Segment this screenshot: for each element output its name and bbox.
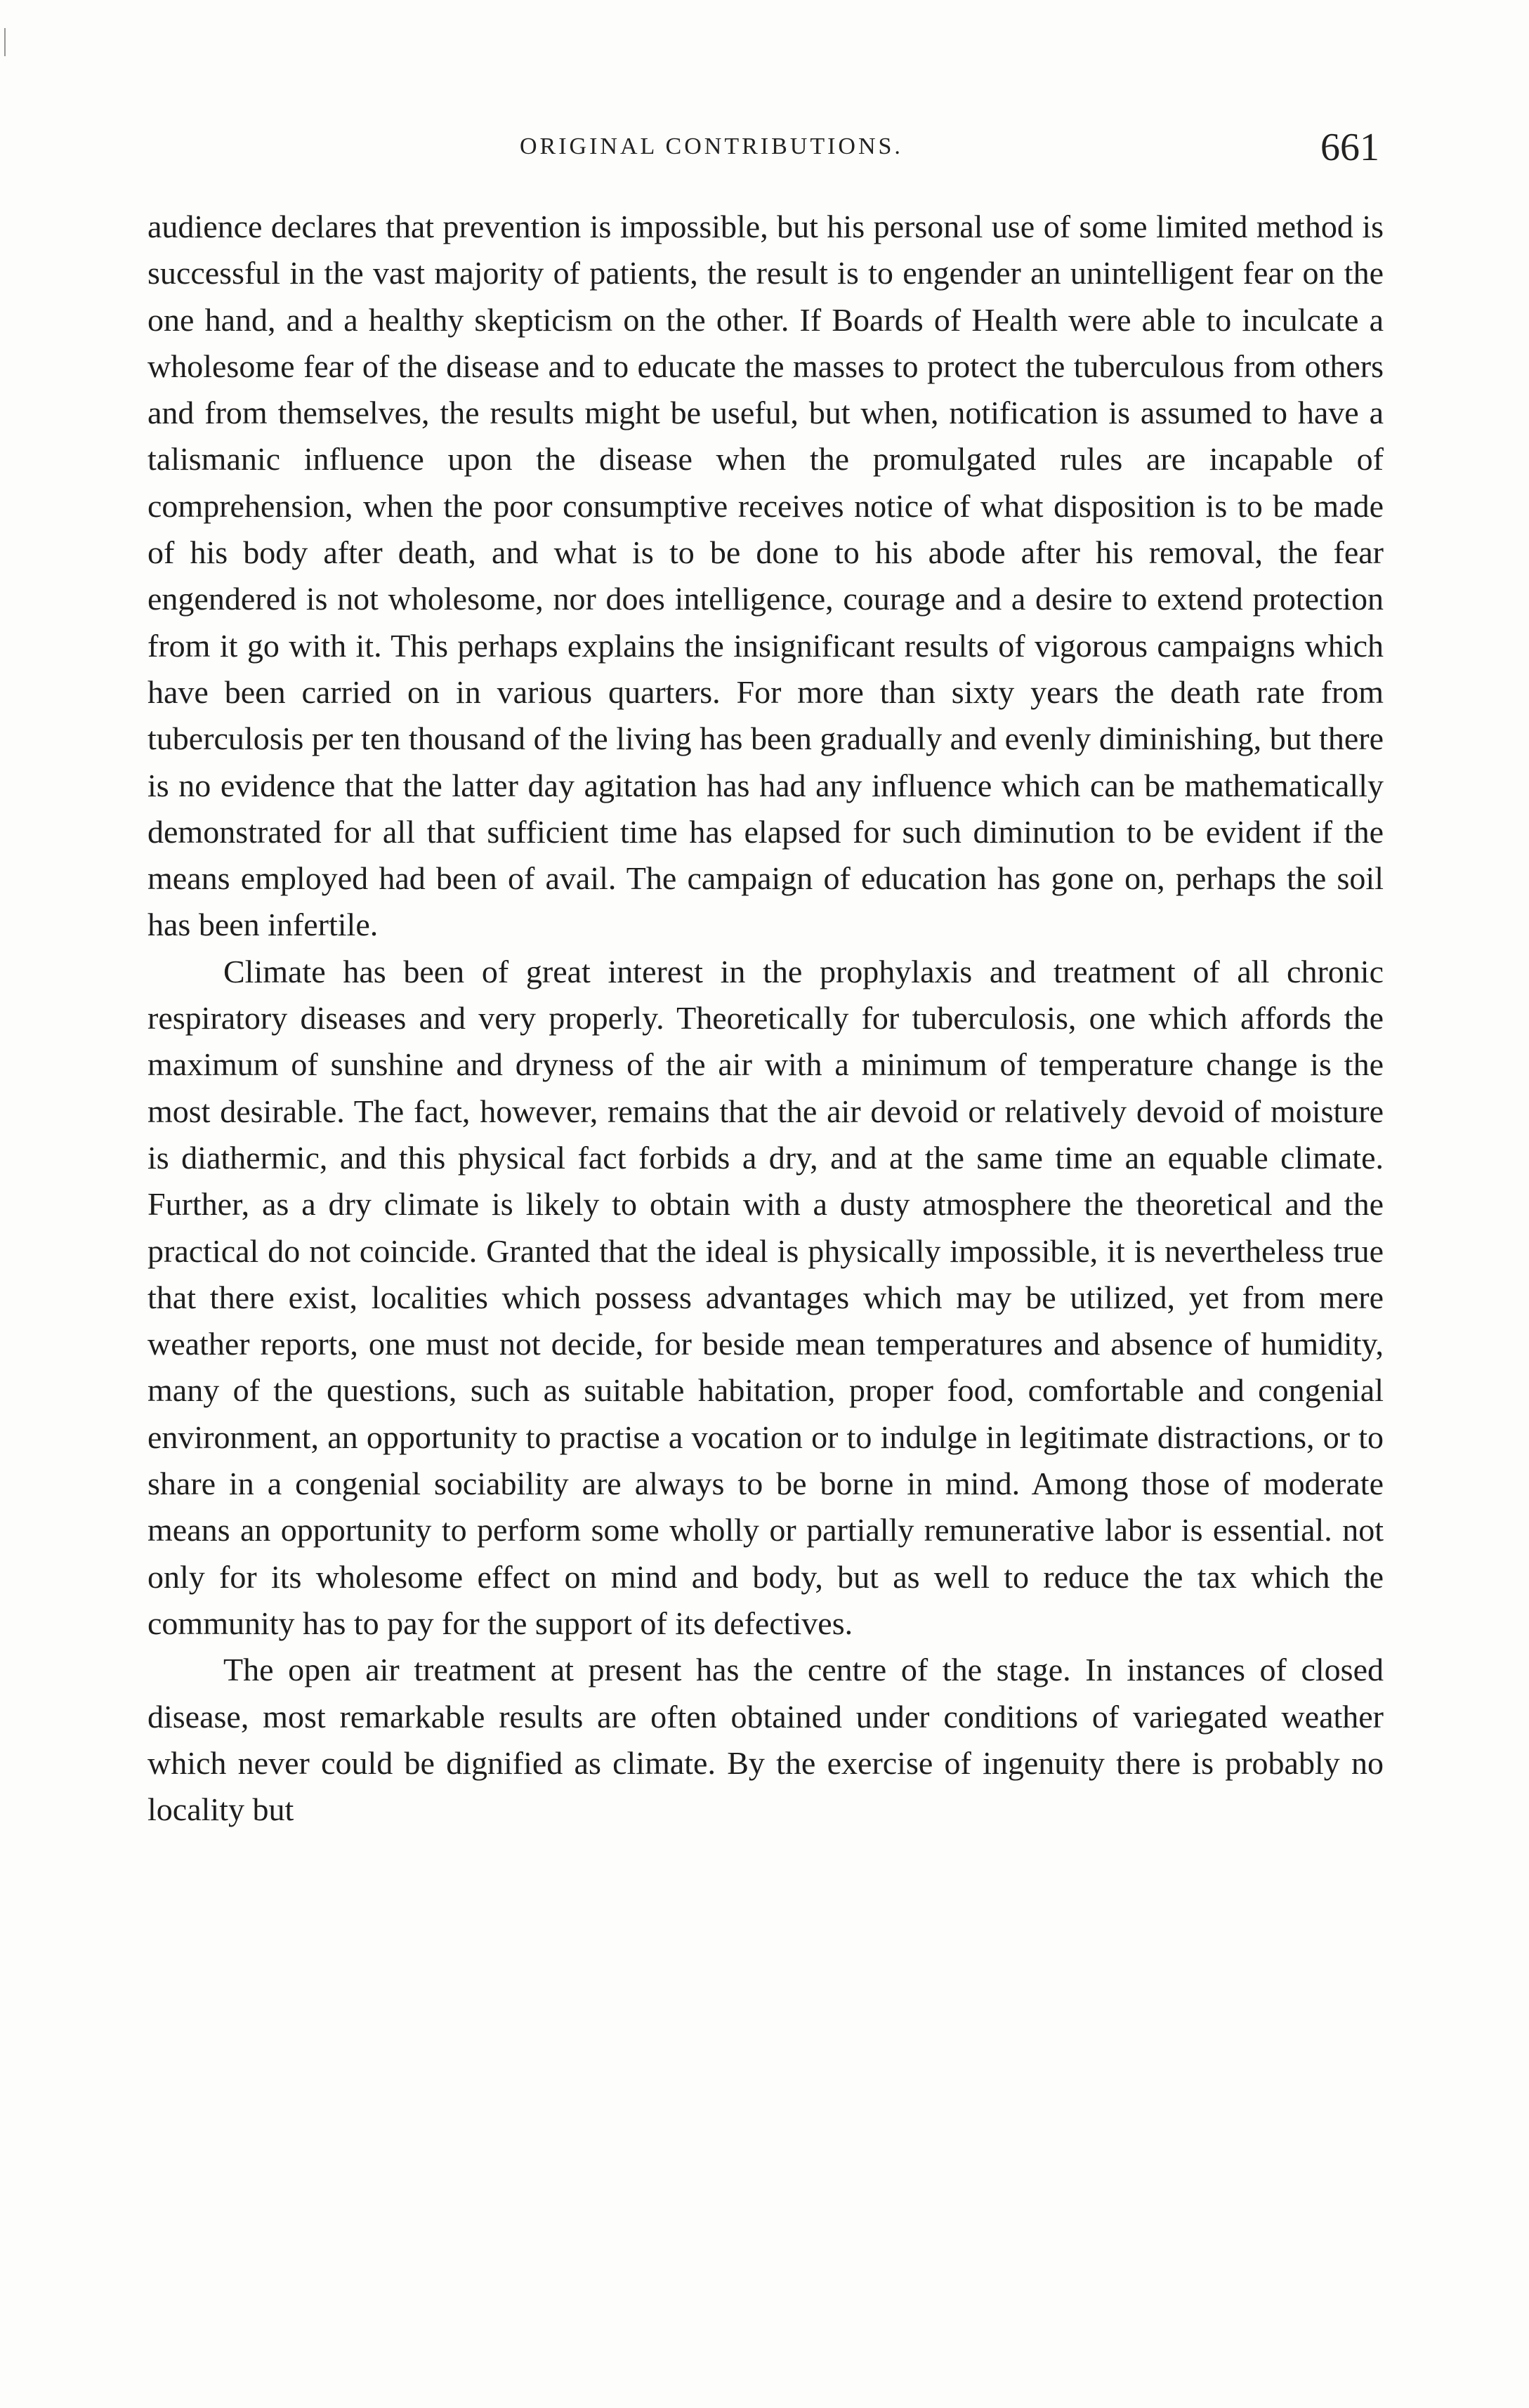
- body-text: [147, 204, 1384, 1833]
- running-title: ORIGINAL CONTRIBUTIONS.: [520, 133, 903, 159]
- paragraph-3: The open air treatment at present has the centre of the stage. In instances of closed disease, most remarkable results are often obtained under conditions of variegated weather which never could be dignified as climate. By the exercise of ingenuity there is probably no locality but: [147, 1652, 1384, 1828]
- scan-edge-mark: [4, 28, 10, 56]
- paragraph-2: Climate has been of great interest in the prophylaxis and treatment of all chronic respiratory diseases and very properly. Theoretically for tuberculosis, one which affords the maximum of sunshine and dryness of the air with a minimum of temperature change is the most desirable. The fact, however, remains that the air devoid or relatively devoid of moisture is diathermic, and this physical fact forbids a dry, and at the same time an equable climate. Further, as a dry climate is likely to obtain with a dusty atmosphere the theoretical and the practical do not coincide. Granted that the ideal is physically impossible, it is nevertheless true that there exist, localities which possess advantages which may be utilized, yet from mere weather reports, one must not decide, for beside mean temperatures and absence of humidity, many of the questions, such as suitable habitation, proper food, comfortable and congenial environment, an opportunity to practise a vocation or to indulge in legitimate distractions, or to share in a congenial sociability are always to be borne in mind. Among those of moderate means an opportunity to perform some wholly or partially remunerative labor is essential. not only for its wholesome effect on mind and body, but as well to reduce the tax which the community has to pay for the support of its defectives.: [147, 953, 1384, 1641]
- paragraph-1: audience declares that prevention is impossible, but his personal use of some limited method is successful in the vast majority of patients, the result is to engender an unintelligent fear on the one hand, and a healthy skepticism on the other. If Boards of Health were able to inculcate a wholesome fear of the disease and to educate the masses to protect the tuberculous from others and from themselves, the results might be useful, but when, notification is assumed to have a talismanic influence upon the disease when the promulgated rules are incapable of comprehension, when the poor consumptive receives notice of what disposition is to be made of his body after death, and what is to be done to his abode after his removal, the fear engendered is not wholesome, nor does intelligence, courage and a desire to extend protection from it go with it. This perhaps explains the insignificant results of vigorous campaigns which have been carried on in various quarters. For more than sixty years the death rate from tuberculosis per ten thousand of the living has been gradually and evenly diminishing, but there is no evidence that the latter day agitation has had any influence which can be mathematically demonstrated for all that sufficient time has elapsed for such diminution to be evident if the means employed had been of avail. The campaign of education has gone on, perhaps the soil has been infertile.: [147, 209, 1384, 943]
- page-number: 661: [1320, 126, 1379, 169]
